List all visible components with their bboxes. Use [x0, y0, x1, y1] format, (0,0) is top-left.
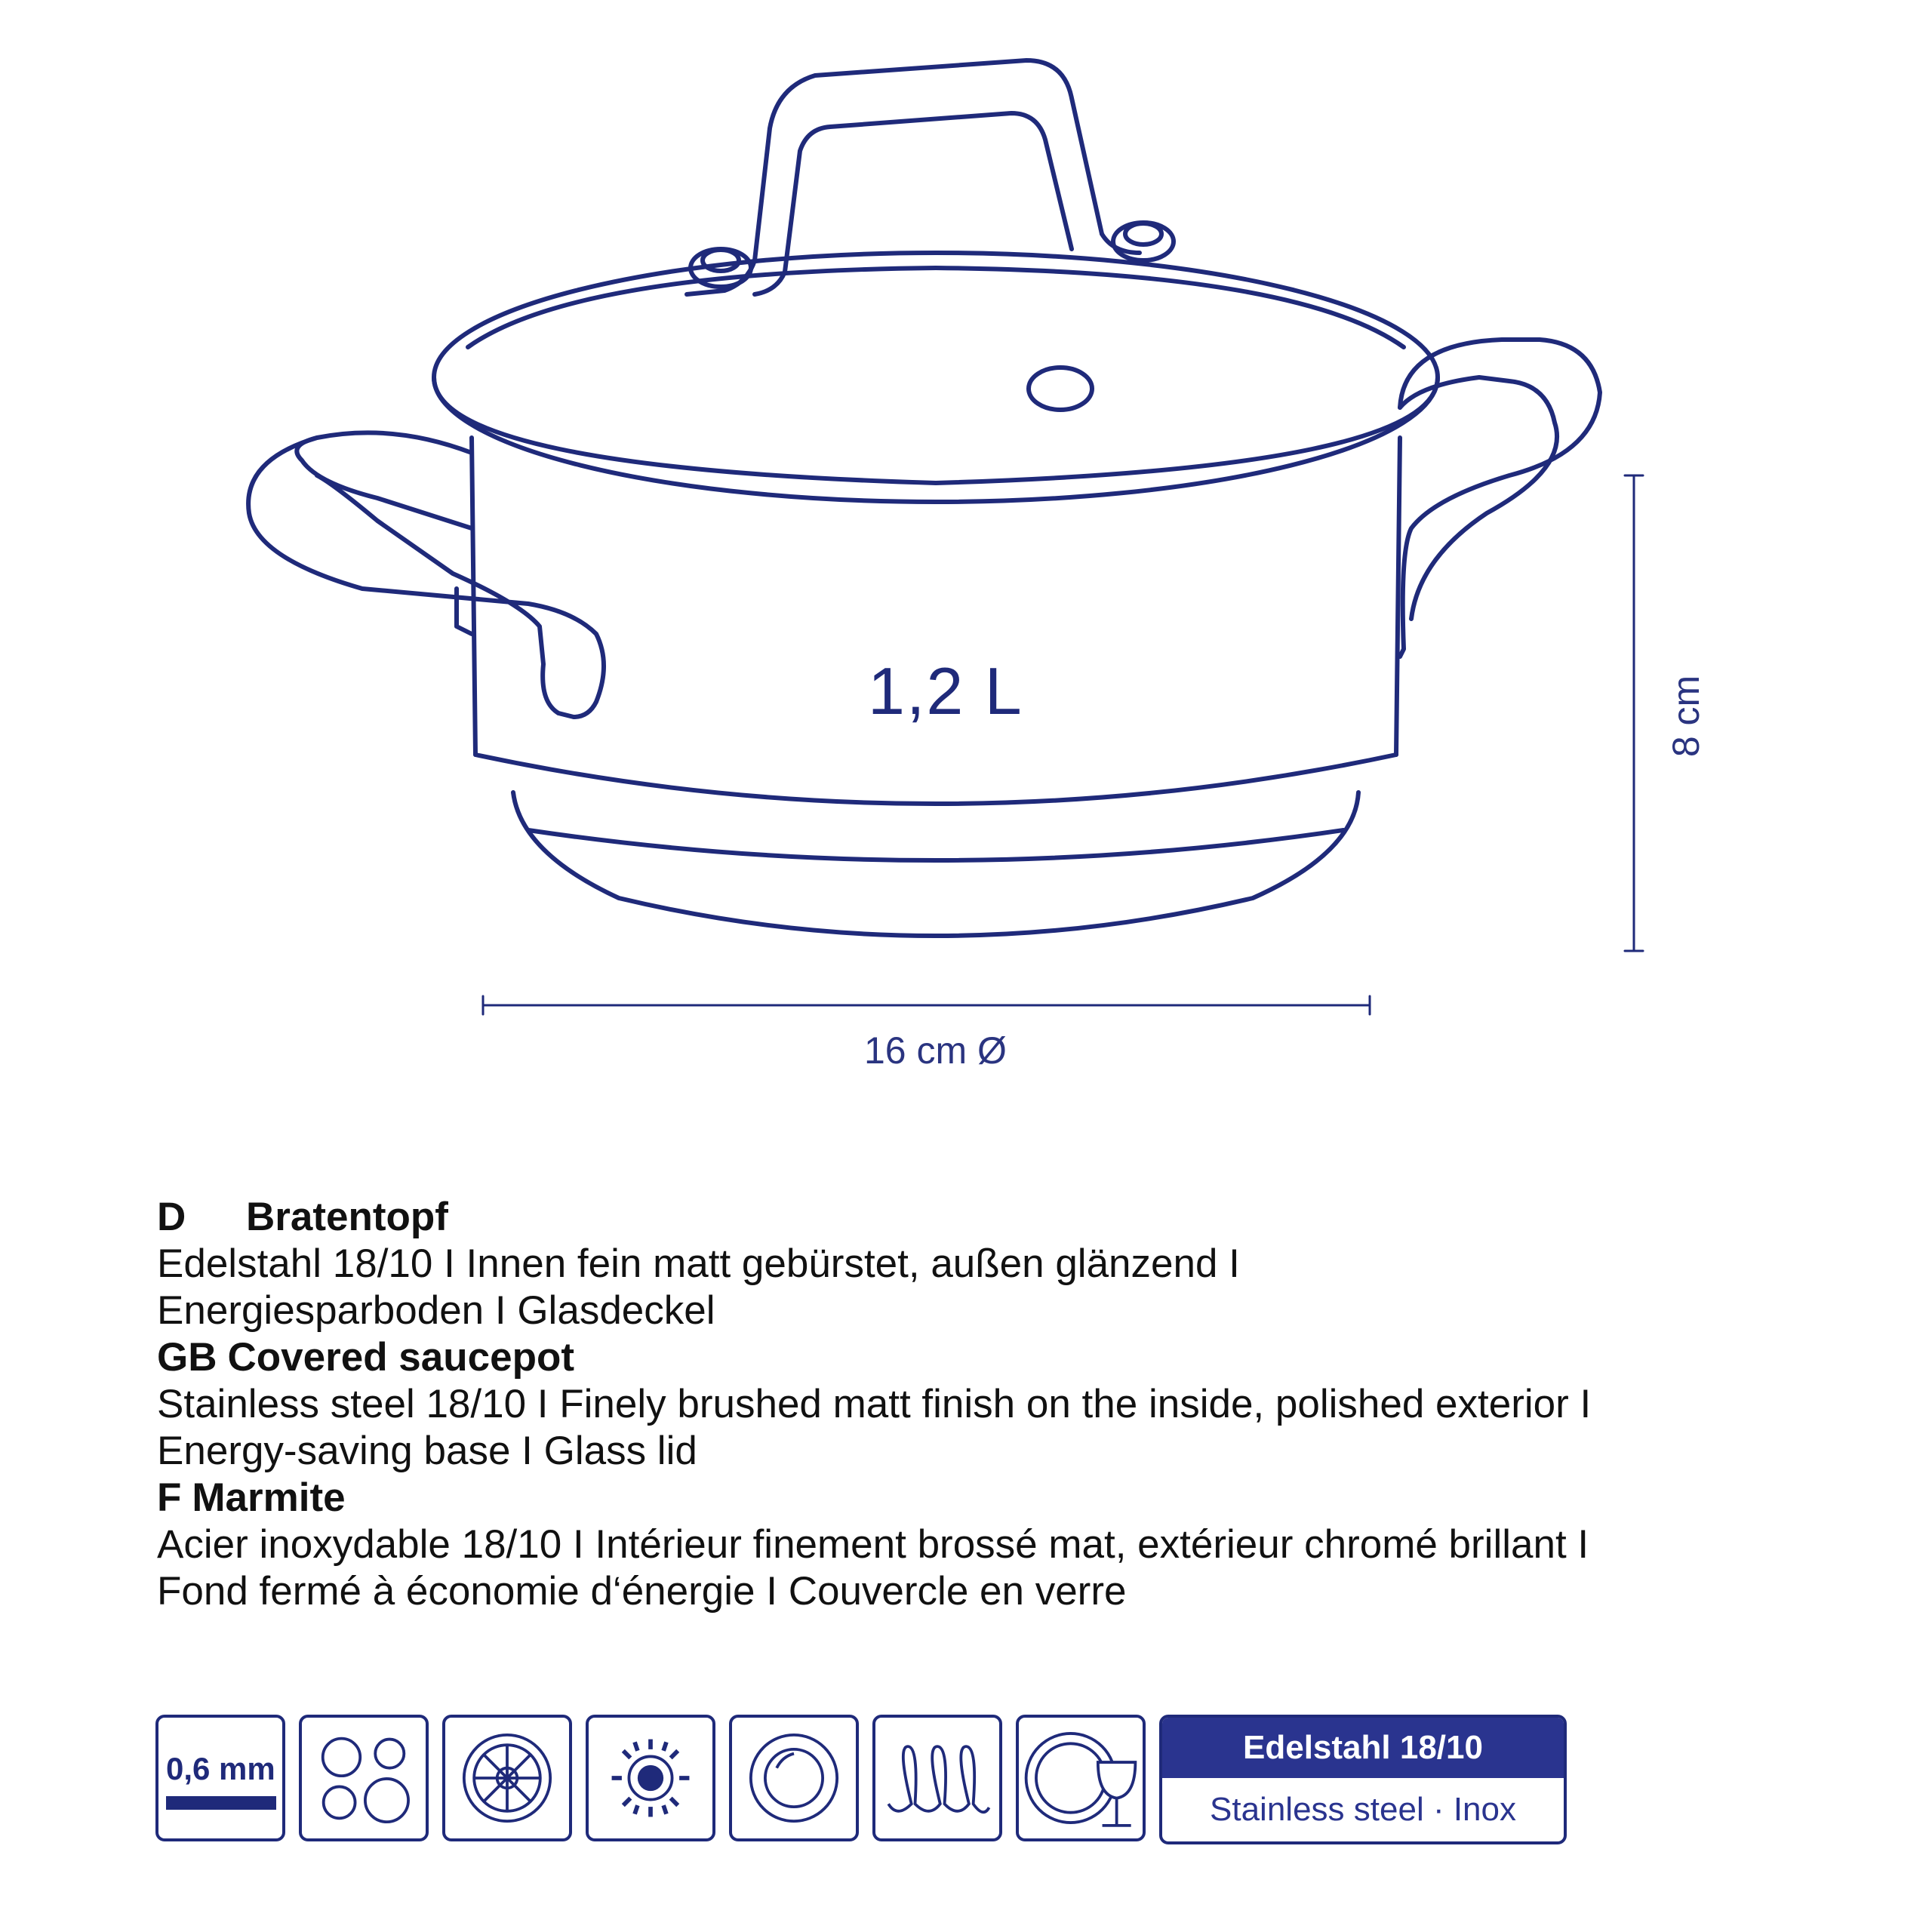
- electric-hob-icon: [299, 1715, 429, 1841]
- description-line: Energiesparboden I Glasdeckel: [157, 1288, 715, 1333]
- width-dimension-label: 16 cm Ø: [864, 1029, 1007, 1072]
- pot-base: [513, 792, 1358, 936]
- pot-wall-left: [472, 438, 475, 755]
- description-line: Energy-saving base I Glass lid: [157, 1429, 697, 1473]
- description-line: Edelstahl 18/10 I Innen fein matt gebürstet, außen glänzend I: [157, 1241, 1240, 1286]
- material-line-2: Stainless steel · Inox: [1210, 1791, 1516, 1828]
- description-line: Acier inoxydable 18/10 I Intérieur finement brossé mat, extérieur chromé brillant I: [157, 1522, 1589, 1567]
- height-dimension-label: 8 cm: [1665, 675, 1708, 758]
- left-handle: [248, 432, 604, 717]
- thickness-label: 0,6 mm: [166, 1751, 275, 1786]
- volume-label: 1,2 L: [868, 654, 1023, 728]
- product-description: [157, 1194, 1893, 1615]
- thickness-icon: [155, 1715, 285, 1841]
- pot-bottom-curve: [475, 755, 1396, 804]
- pot-wall-right: [1396, 438, 1400, 755]
- lid-rivet-right: [1113, 223, 1174, 260]
- heading-de: D Bratentopf: [157, 1195, 448, 1239]
- lid-vent: [1029, 368, 1092, 410]
- lid-rim: [434, 253, 1438, 502]
- halogen-icon: [729, 1715, 859, 1841]
- ceramic-hob-icon: [442, 1715, 572, 1841]
- heading-fr: F Marmite: [157, 1475, 346, 1520]
- material-badge: [1159, 1715, 1567, 1844]
- induction-icon: [872, 1715, 1002, 1841]
- description-line: Fond fermé à économie d‘énergie I Couvercle en verre: [157, 1569, 1127, 1614]
- gas-icon: [586, 1715, 715, 1841]
- heading-gb: GB Covered saucepot: [157, 1335, 574, 1380]
- thickness-bar: [166, 1796, 276, 1810]
- material-line-1: Edelstahl 18/10: [1162, 1718, 1564, 1778]
- description-line: Stainless steel 18/10 I Finely brushed matt finish on the inside, polished exterior I: [157, 1382, 1592, 1426]
- lid-handle-inner: [785, 113, 1072, 272]
- dishwasher-icon: [1016, 1715, 1146, 1841]
